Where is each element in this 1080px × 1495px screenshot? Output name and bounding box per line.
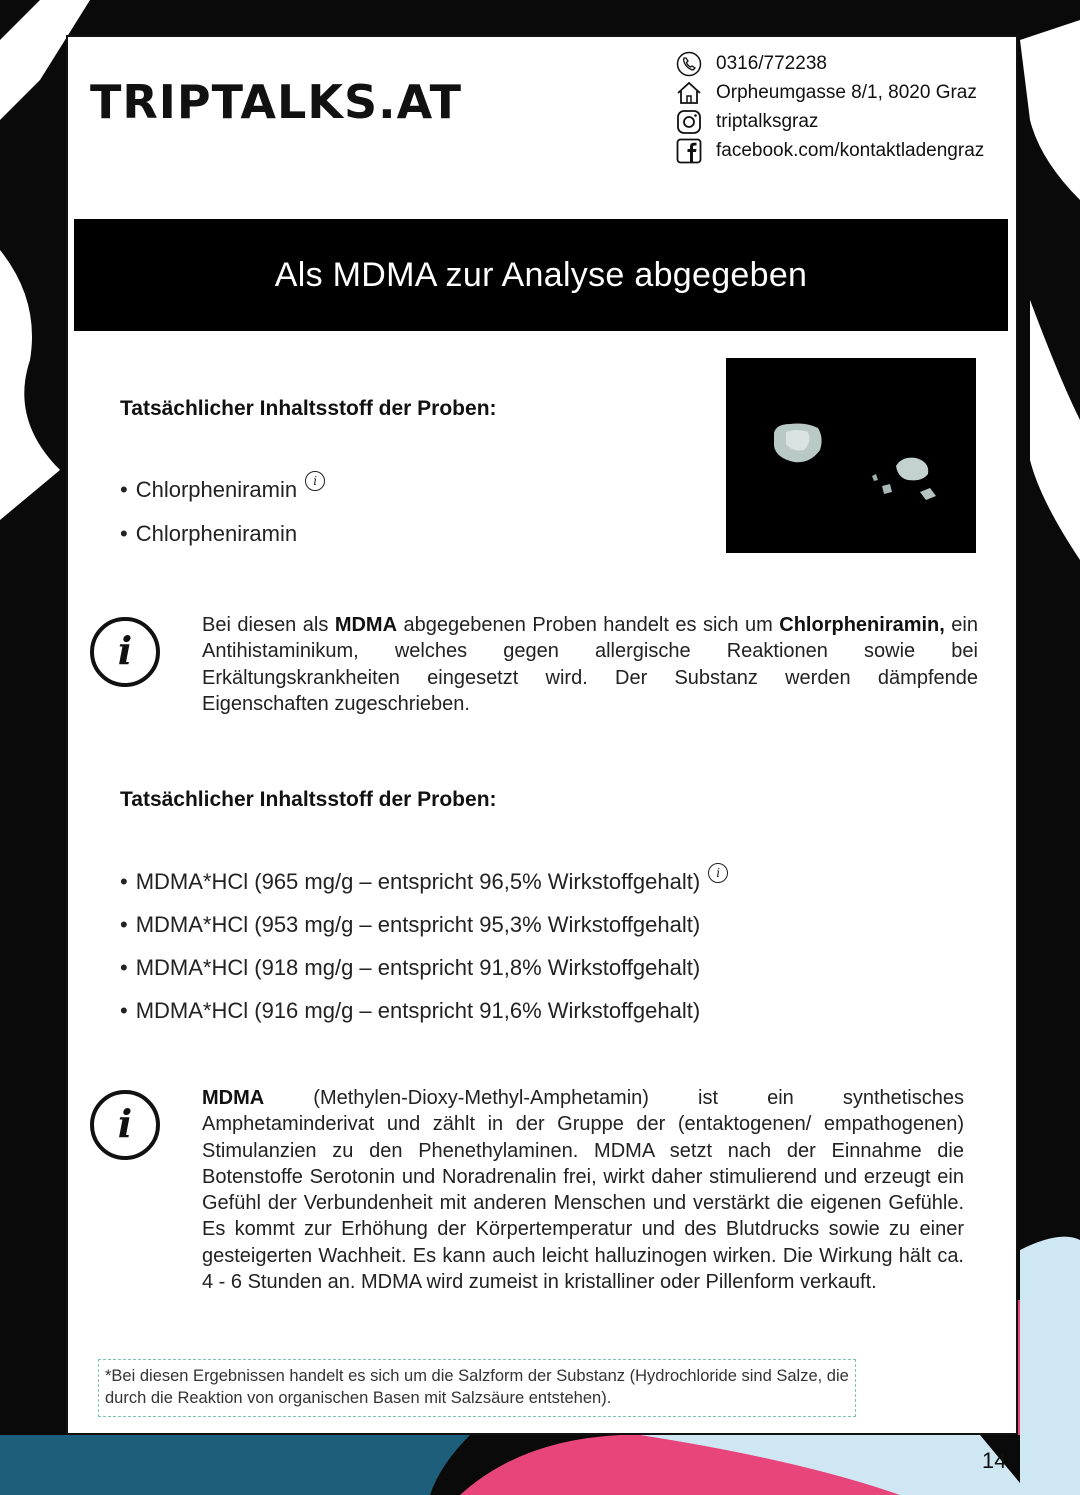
contact-instagram xyxy=(676,107,984,136)
list-item: • MDMA*HCl (953 mg/g – entspricht 95,3% Wirkstoffgehalt) xyxy=(120,912,728,955)
sample-photo xyxy=(726,358,976,553)
phone-number: 0316/772238 xyxy=(716,52,827,74)
section1-list xyxy=(120,474,325,565)
instagram-handle: triptalksgraz xyxy=(716,110,819,132)
contact-facebook xyxy=(676,136,984,165)
facebook-icon xyxy=(676,138,702,164)
banner-title: Als MDMA zur Analyse abgegeben xyxy=(274,255,808,294)
address-text: Orpheumgasse 8/1, 8020 Graz xyxy=(716,81,977,103)
triptalks-logo: TRIPTALKS.AT xyxy=(90,75,463,129)
instagram-icon xyxy=(676,109,702,135)
title-banner xyxy=(74,219,1008,331)
phone-icon xyxy=(676,51,702,77)
contact-phone xyxy=(676,49,984,78)
home-icon xyxy=(676,80,702,106)
page-card xyxy=(66,35,1018,1435)
list-item: • MDMA*HCl (965 mg/g – entspricht 96,5% Wirkstoffgehalt) i xyxy=(120,869,728,912)
section2-list xyxy=(120,866,728,1041)
list-item: • Chlorpheniramin i xyxy=(120,477,325,521)
info-icon: i xyxy=(708,863,728,883)
info-icon: i xyxy=(90,617,160,687)
section2-heading: Tatsächlicher Inhaltsstoff der Proben: xyxy=(120,788,497,811)
list-item: • MDMA*HCl (918 mg/g – entspricht 91,8% Wirkstoffgehalt) xyxy=(120,955,728,998)
contact-block xyxy=(676,49,984,165)
info-icon: i xyxy=(305,471,325,491)
facebook-url: facebook.com/kontaktladengraz xyxy=(716,139,985,161)
list-item: • MDMA*HCl (916 mg/g – entspricht 91,6% Wirkstoffgehalt) xyxy=(120,998,728,1041)
section1-info-text: Bei diesen als MDMA abgegebenen Proben handelt es sich um Chlorpheniramin, ein Antihistaminikum, welches gegen allergische Reaktionen sowie bei Erkältungskrankheiten eingesetzt wird. Der Substanz werden dämpfende Eigenschaften zugeschrieben. xyxy=(202,614,979,715)
footnote: *Bei diesen Ergebnissen handelt es sich um die Salzform der Substanz (Hydrochloride sind Salze, die durch die Reaktion von organischen Basen mit Salzsäure entstehen). xyxy=(98,1359,856,1417)
page-number: 14 xyxy=(982,1448,1007,1473)
info-icon: i xyxy=(90,1090,160,1160)
section1-heading: Tatsächlicher Inhaltsstoff der Proben: xyxy=(120,397,497,420)
section2-info-text: MDMA (Methylen-Dioxy-Methyl-Amphetamin) ist ein synthetisches Amphetaminderivat und zählt in der Gruppe der (entaktogenen/ empathogenen) Stimulanzien zu den Phenethylaminen. MDMA setzt nach der Einnahme die Botenstoffe Serotonin und Noradrenalin frei, wirkt daher stimulierend und erzeugt ein Gefühl der Verbundenheit mit anderen Menschen und verstärkt die eigenen Gefühle. Es kommt zur Erhöhung der Körpertemperatur und des Blutdrucks sowie zu einer gesteigerten Wachheit. Es kann auch leicht halluzinogen wirken. Die Wirkung hält ca. 4 - 6 Stunden an. MDMA wird zumeist in kristalliner oder Pillenform verkauft. xyxy=(202,1087,964,1294)
list-item: • Chlorpheniramin xyxy=(120,521,325,565)
contact-address xyxy=(676,78,984,107)
